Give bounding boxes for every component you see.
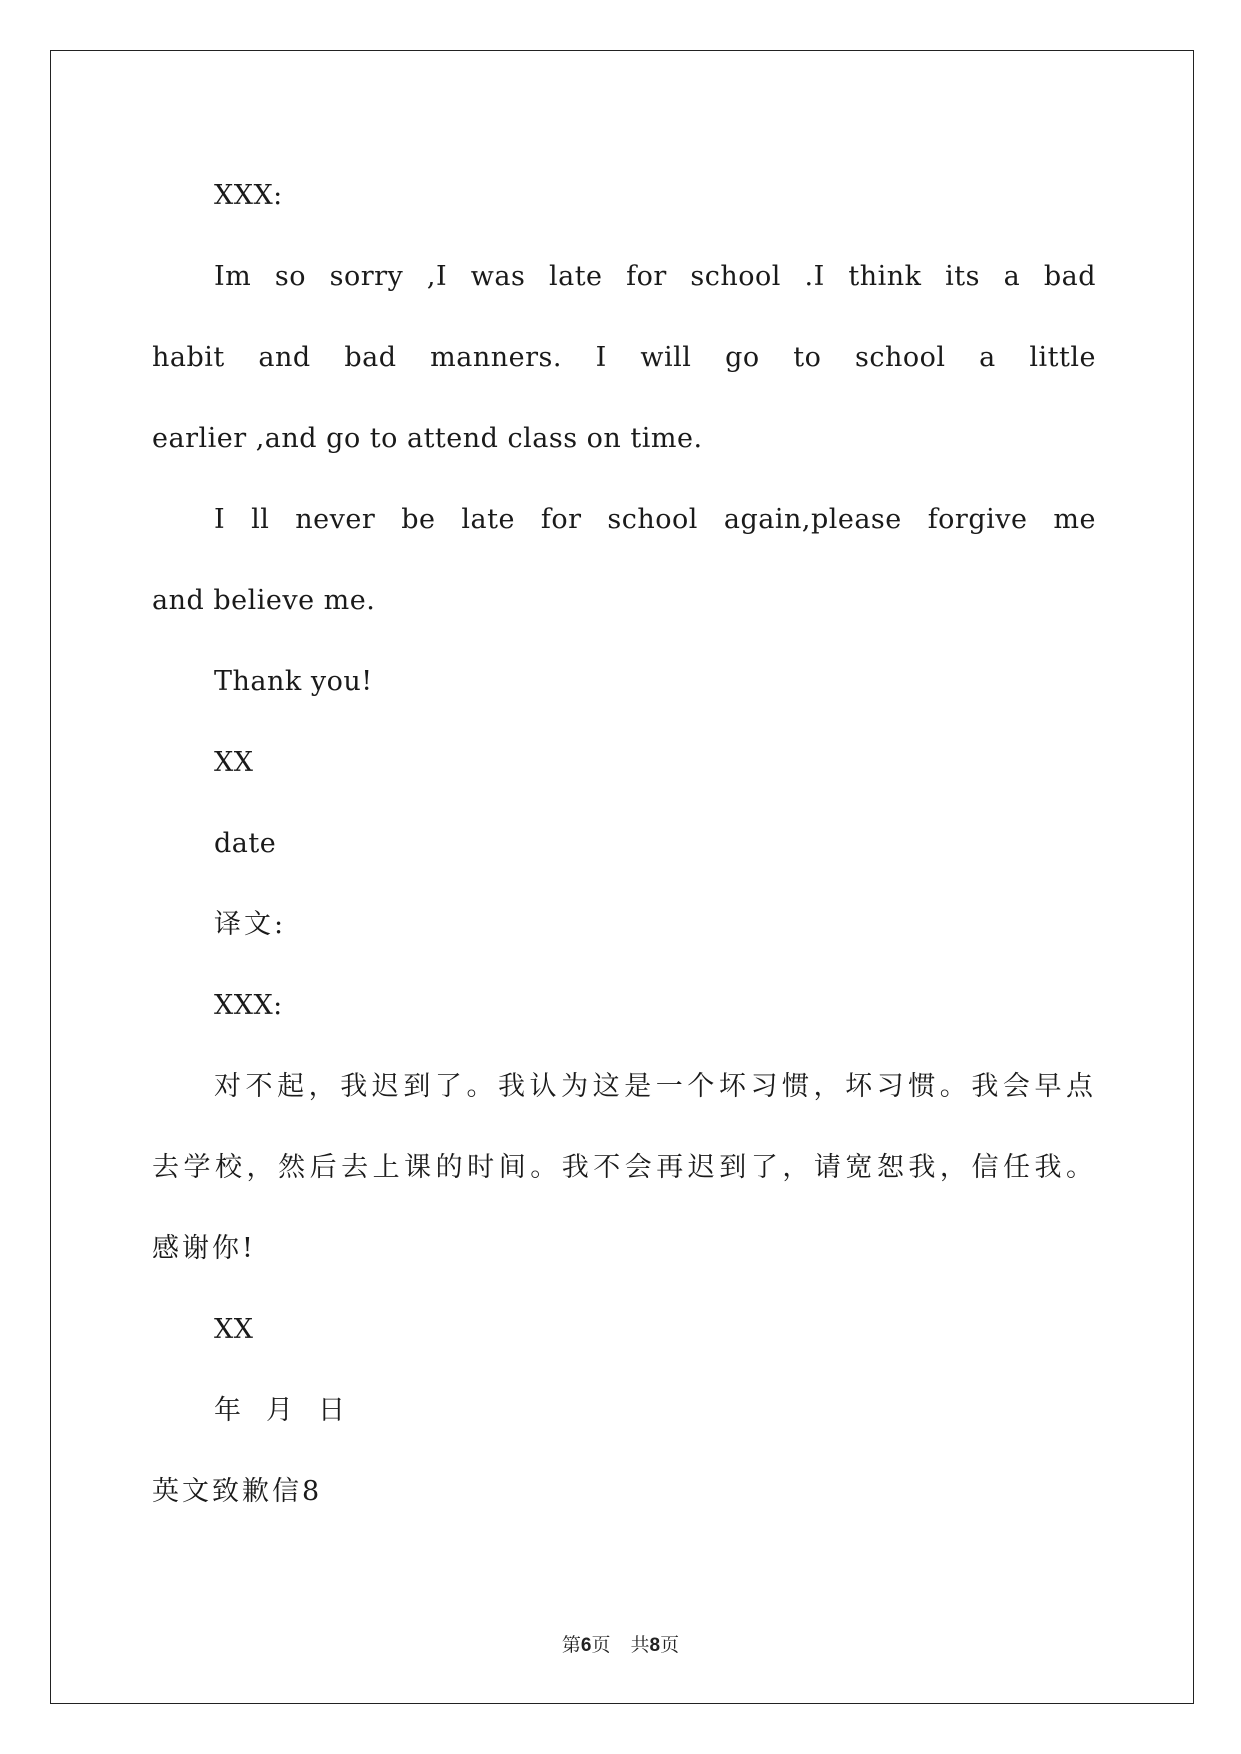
translation-paragraph-line-1: 对不起，我迟到了。我认为这是一个坏习惯，坏习惯。我会早点	[214, 1071, 1096, 1102]
letter-paragraph-1-line-1: Im so sorry ,I was late for school .I think its a bad	[214, 261, 1096, 292]
footer-total-prefix: 共	[630, 1634, 650, 1656]
date-year: 年	[214, 1395, 244, 1426]
letter-paragraph-2-line-1: I ll never be late for school again,please forgive me	[214, 504, 1096, 535]
letter-paragraph-2-line-2: and believe me.	[152, 585, 376, 616]
translation-signature: XX	[214, 1314, 254, 1345]
footer-total-pages: 8	[649, 1635, 661, 1656]
translation-date	[152, 1370, 1096, 1451]
translation-salutation: XXX:	[214, 990, 283, 1021]
letter-paragraph-1-line-3: earlier ,and go to attend class on time.	[152, 423, 703, 454]
date-month: 月	[266, 1395, 296, 1426]
letter-salutation: XXX:	[214, 180, 283, 211]
footer-current-page: 6	[580, 1635, 592, 1656]
next-section-title: 英文致歉信8	[152, 1476, 323, 1507]
document-body	[152, 155, 1096, 1532]
page-footer	[0, 1630, 1241, 1657]
translation-heading: 译文:	[214, 909, 287, 940]
footer-page-word: 页	[591, 1634, 611, 1656]
footer-total-suffix: 页	[660, 1634, 680, 1656]
translation-paragraph-line-2: 去学校，然后去上课的时间。我不会再迟到了，请宽恕我，信任我。	[152, 1152, 1096, 1183]
letter-date: date	[214, 828, 277, 859]
letter-signature: XX	[214, 747, 254, 778]
date-day: 日	[318, 1395, 348, 1426]
letter-paragraph-1-line-2: habit and bad manners. I will go to school a little	[152, 342, 1096, 373]
footer-prefix: 第	[561, 1634, 581, 1656]
letter-thanks: Thank you!	[214, 666, 373, 697]
translation-thanks: 感谢你!	[152, 1233, 256, 1264]
